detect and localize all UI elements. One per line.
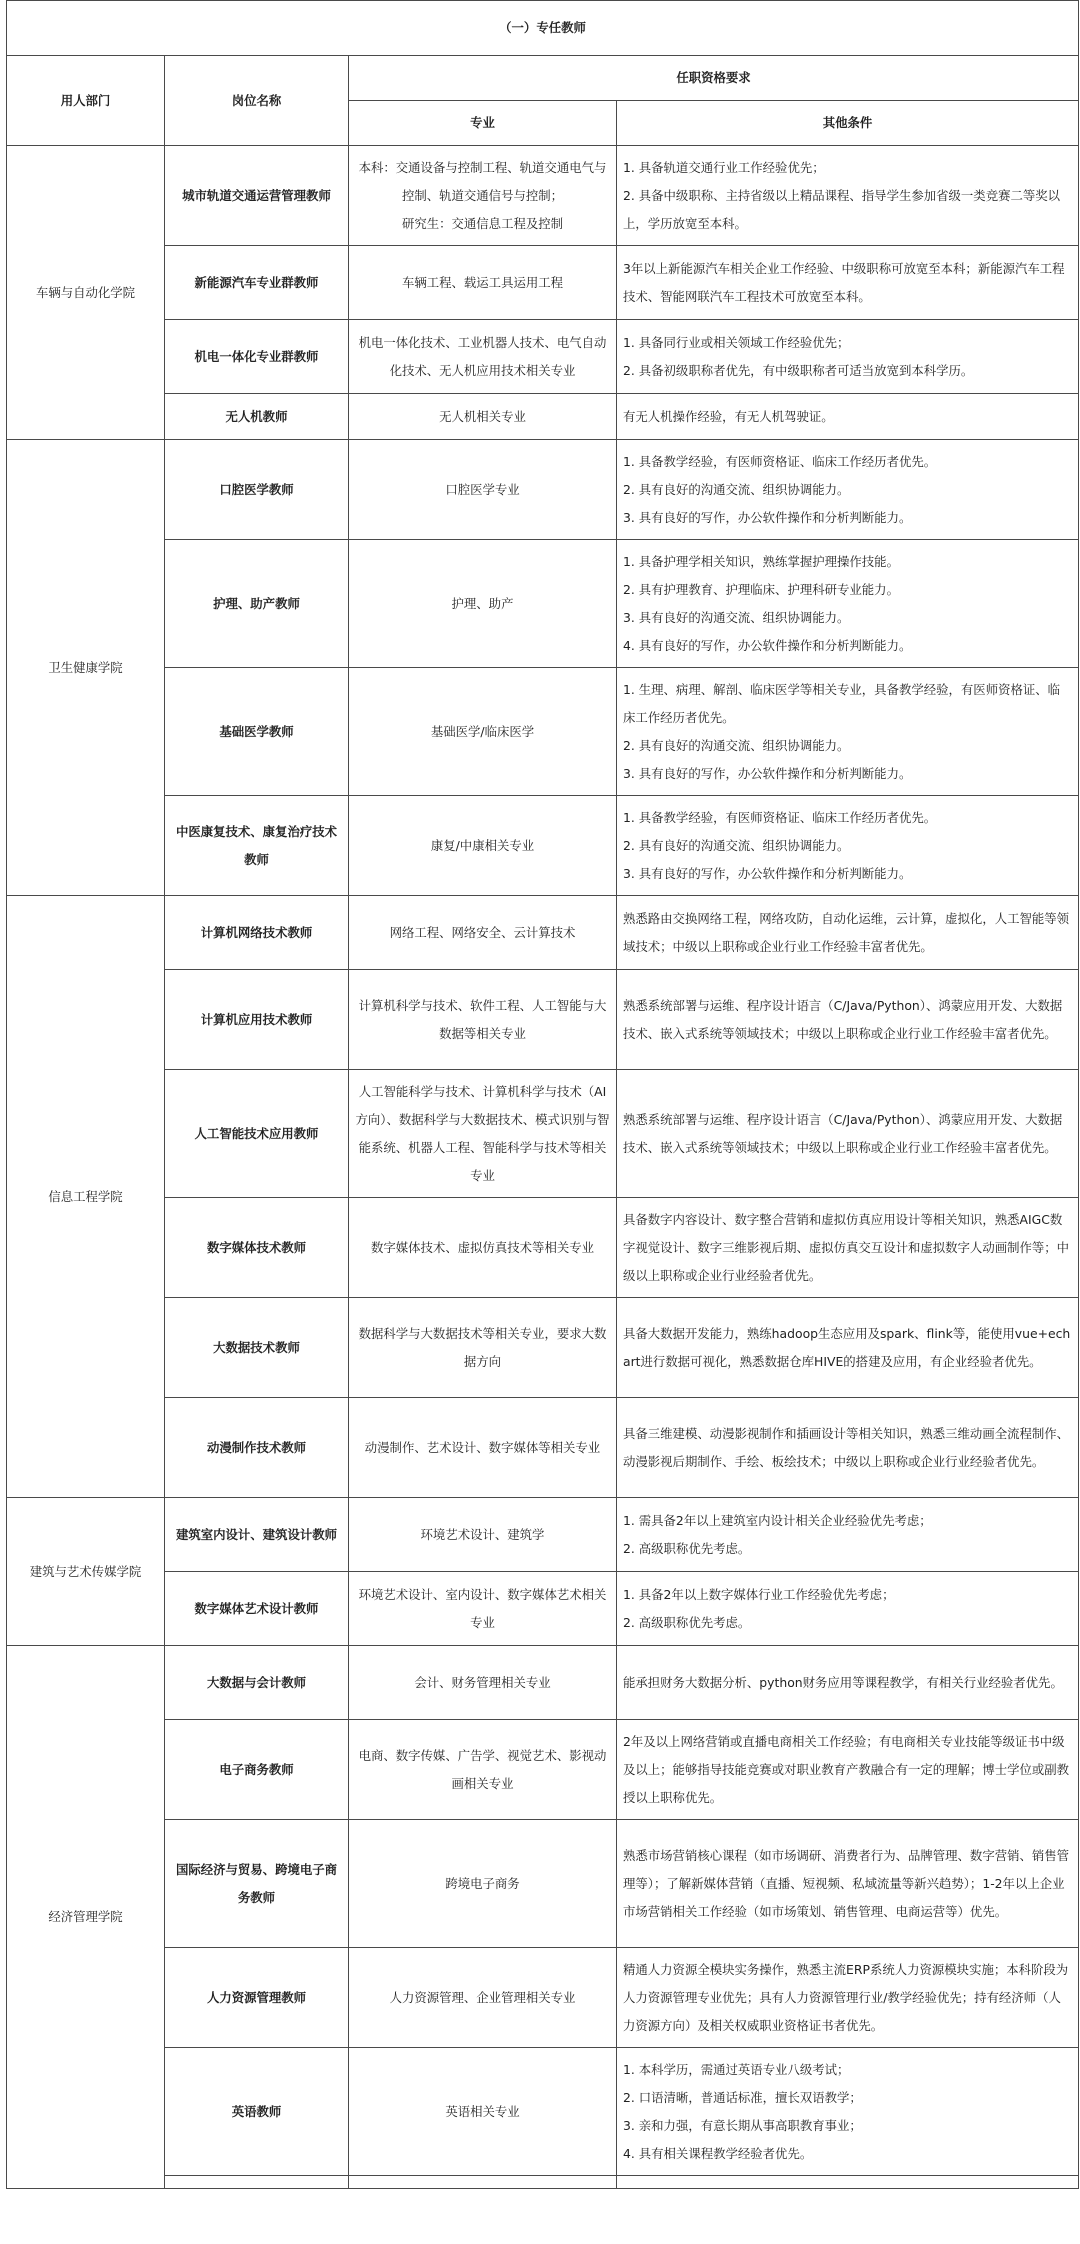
- major-line: 基础医学/临床医学: [430, 723, 535, 739]
- table-row-continuation: [7, 2176, 1079, 2189]
- condition-line: 2. 高级职称优先考虑。: [623, 1540, 751, 1556]
- position-cell: 中医康复技术、康复治疗技术教师: [165, 796, 349, 896]
- position-cell: 数字媒体技术教师: [165, 1198, 349, 1298]
- major-line: 本科：交通设备与控制工程、轨道交通电气与控制、轨道交通信号与控制；: [358, 159, 607, 203]
- table-row: [7, 1572, 1079, 1646]
- major-line: 机电一体化技术、工业机器人技术、电气自动化技术、无人机应用技术相关专业: [358, 334, 607, 378]
- position-cell: 新能源汽车专业群教师: [165, 246, 349, 320]
- condition-line: 1. 需具备2年以上建筑室内设计相关企业经验优先考虑；: [623, 1512, 932, 1528]
- position-cell: 国际经济与贸易、跨境电子商务教师: [165, 1820, 349, 1948]
- position-cell: 英语教师: [165, 2048, 349, 2176]
- table-row: [7, 394, 1079, 440]
- condition-line: 1. 具备教学经验，有医师资格证、临床工作经历者优先。: [623, 809, 937, 825]
- position-cell: 无人机教师: [165, 394, 349, 440]
- major-line: 电商、数字传媒、广告学、视觉艺术、影视动画相关专业: [358, 1747, 607, 1791]
- conditions-cell: [617, 394, 1079, 440]
- condition-line: 1. 生理、病理、解剖、临床医学等相关专业，具备教学经验，有医师资格证、临床工作经历者优先。: [623, 681, 1061, 725]
- major-cell: [349, 1070, 617, 1198]
- major-line: 跨境电子商务: [445, 1875, 520, 1891]
- table-row: [7, 440, 1079, 540]
- condition-line: 具备三维建模、动漫影视制作和插画设计等相关知识，熟悉三维动画全流程制作、动漫影视后期制作、手绘、板绘技术；中级以上职称或企业行业经验者优先。: [623, 1425, 1070, 1469]
- major-cell: [349, 1646, 617, 1720]
- table-row: [7, 970, 1079, 1070]
- header-dept: 用人部门: [7, 56, 165, 146]
- position-cell: 护理、助产教师: [165, 540, 349, 668]
- table-row: [7, 2048, 1079, 2176]
- table-row: [7, 896, 1079, 970]
- condition-line: 能承担财务大数据分析、python财务应用等课程教学，有相关行业经验者优先。: [623, 1674, 1063, 1690]
- major-cell: [349, 394, 617, 440]
- conditions-cell: [617, 540, 1079, 668]
- condition-line: 2. 具有良好的沟通交流、组织协调能力。: [623, 481, 850, 497]
- position-cell: 人工智能技术应用教师: [165, 1070, 349, 1198]
- condition-line: 3. 具有良好的沟通交流、组织协调能力。: [623, 609, 850, 625]
- condition-line: 1. 具备轨道交通行业工作经验优先；: [623, 159, 825, 175]
- major-line: 环境艺术设计、室内设计、数字媒体艺术相关专业: [358, 1586, 607, 1630]
- position-cell: 计算机应用技术教师: [165, 970, 349, 1070]
- conditions-cell: [617, 1948, 1079, 2048]
- major-line: 计算机科学与技术、软件工程、人工智能与大数据等相关专业: [358, 997, 607, 1041]
- position-cell: 基础医学教师: [165, 668, 349, 796]
- major-cell: [349, 540, 617, 668]
- condition-line: 2. 具备初级职称者优先，有中级职称者可适当放宽到本科学历。: [623, 362, 974, 378]
- major-cell: [349, 1948, 617, 2048]
- major-line: 英语相关专业: [445, 2103, 520, 2119]
- major-cell: [349, 1298, 617, 1398]
- conditions-cell: [617, 1070, 1079, 1198]
- table-row: [7, 1498, 1079, 1572]
- major-cell: [349, 668, 617, 796]
- table-row: [7, 540, 1079, 668]
- major-cell: [349, 796, 617, 896]
- condition-line: 3. 亲和力强，有意长期从事高职教育事业；: [623, 2117, 862, 2133]
- condition-line: 3. 具有良好的写作，办公软件操作和分析判断能力。: [623, 765, 912, 781]
- empty-cell: [165, 2176, 349, 2189]
- condition-line: 3. 具有良好的写作，办公软件操作和分析判断能力。: [623, 509, 912, 525]
- major-line: 康复/中康相关专业: [430, 837, 535, 853]
- major-cell: [349, 146, 617, 246]
- major-line: 车辆工程、载运工具运用工程: [401, 274, 564, 290]
- conditions-cell: [617, 440, 1079, 540]
- conditions-cell: [617, 896, 1079, 970]
- position-cell: 计算机网络技术教师: [165, 896, 349, 970]
- condition-line: 1. 具备护理学相关知识，熟练掌握护理操作技能。: [623, 553, 899, 569]
- condition-line: 2. 具有良好的沟通交流、组织协调能力。: [623, 837, 850, 853]
- conditions-cell: [617, 320, 1079, 394]
- table-row: [7, 1646, 1079, 1720]
- major-line: 研究生：交通信息工程及控制: [401, 215, 564, 231]
- conditions-cell: [617, 1820, 1079, 1948]
- conditions-cell: [617, 246, 1079, 320]
- table-row: [7, 1398, 1079, 1498]
- major-cell: [349, 1398, 617, 1498]
- conditions-cell: [617, 970, 1079, 1070]
- major-line: 护理、助产: [451, 595, 514, 611]
- conditions-cell: [617, 668, 1079, 796]
- major-cell: [349, 970, 617, 1070]
- dept-cell: 经济管理学院: [7, 1646, 165, 2189]
- major-line: 动漫制作、艺术设计、数字媒体等相关专业: [364, 1439, 601, 1455]
- dept-cell: 信息工程学院: [7, 896, 165, 1498]
- table-row: [7, 668, 1079, 796]
- major-cell: [349, 1720, 617, 1820]
- major-line: 会计、财务管理相关专业: [414, 1674, 551, 1690]
- table-row: [7, 1720, 1079, 1820]
- header-major: 专业: [349, 101, 617, 146]
- conditions-cell: [617, 1198, 1079, 1298]
- header-other: 其他条件: [617, 101, 1079, 146]
- dept-cell: 建筑与艺术传媒学院: [7, 1498, 165, 1646]
- major-cell: [349, 1198, 617, 1298]
- condition-line: 1. 具备同行业或相关领域工作经验优先；: [623, 334, 850, 350]
- table-row: [7, 1948, 1079, 2048]
- condition-line: 具备数字内容设计、数字整合营销和虚拟仿真应用设计等相关知识，熟悉AIGC数字视觉设计、数字三维影视后期、虚拟仿真交互设计和虚拟数字人动画制作等；中级以上职称或企业行业经验者优先。: [623, 1211, 1070, 1283]
- empty-cell: [349, 2176, 617, 2189]
- header-requirements: 任职资格要求: [349, 56, 1079, 101]
- major-cell: [349, 2048, 617, 2176]
- major-cell: [349, 246, 617, 320]
- table-row: [7, 1198, 1079, 1298]
- condition-line: 3. 具有良好的写作，办公软件操作和分析判断能力。: [623, 865, 912, 881]
- conditions-cell: [617, 1646, 1079, 1720]
- empty-cell: [617, 2176, 1079, 2189]
- position-cell: 动漫制作技术教师: [165, 1398, 349, 1498]
- table-row: [7, 1070, 1079, 1198]
- dept-cell: 车辆与自动化学院: [7, 146, 165, 440]
- major-line: 口腔医学专业: [445, 481, 520, 497]
- major-line: 网络工程、网络安全、云计算技术: [389, 924, 576, 940]
- table-row: [7, 796, 1079, 896]
- condition-line: 1. 具备2年以上数字媒体行业工作经验优先考虑；: [623, 1586, 895, 1602]
- position-cell: 电子商务教师: [165, 1720, 349, 1820]
- condition-line: 2. 高级职称优先考虑。: [623, 1614, 751, 1630]
- condition-line: 2. 具有护理教育、护理临床、护理科研专业能力。: [623, 581, 899, 597]
- condition-line: 3年以上新能源汽车相关企业工作经验、中级职称可放宽至本科；新能源汽车工程技术、智能网联汽车工程技术可放宽至本科。: [623, 260, 1065, 304]
- conditions-cell: [617, 1572, 1079, 1646]
- position-cell: 数字媒体艺术设计教师: [165, 1572, 349, 1646]
- condition-line: 熟悉市场营销核心课程（如市场调研、消费者行为、品牌管理、数字营销、销售管理等）；了解新媒体营销（直播、短视频、私域流量等新兴趋势）；1-2年以上企业市场营销相关工作经验（如市场策划、销售管理、电商运营等）优先。: [623, 1847, 1070, 1919]
- major-cell: [349, 440, 617, 540]
- conditions-cell: [617, 1720, 1079, 1820]
- condition-line: 熟悉路由交换网络工程，网络攻防，自动化运维，云计算，虚拟化，人工智能等领域技术；中级以上职称或企业行业工作经验丰富者优先。: [623, 910, 1070, 954]
- major-line: 无人机相关专业: [439, 408, 526, 424]
- position-cell: 机电一体化专业群教师: [165, 320, 349, 394]
- position-cell: 口腔医学教师: [165, 440, 349, 540]
- position-cell: 大数据与会计教师: [165, 1646, 349, 1720]
- condition-line: 2. 具备中级职称、主持省级以上精品课程、指导学生参加省级一类竞赛二等奖以上，学历放宽至本科。: [623, 187, 1061, 231]
- condition-line: 1. 本科学历，需通过英语专业八级考试；: [623, 2061, 850, 2077]
- condition-line: 2. 口语清晰，普通话标准，擅长双语教学；: [623, 2089, 862, 2105]
- recruitment-table: [6, 0, 1079, 2189]
- condition-line: 熟悉系统部署与运维、程序设计语言（C/Java/Python）、鸿蒙应用开发、大数据技术、嵌入式系统等领域技术；中级以上职称或企业行业工作经验丰富者优先。: [623, 997, 1063, 1041]
- condition-line: 1. 具备教学经验，有医师资格证、临床工作经历者优先。: [623, 453, 937, 469]
- conditions-cell: [617, 2048, 1079, 2176]
- table-row: [7, 1298, 1079, 1398]
- header-position: 岗位名称: [165, 56, 349, 146]
- condition-line: 精通人力资源全模块实务操作，熟悉主流ERP系统人力资源模块实施；本科阶段为人力资源管理专业优先；具有人力资源管理行业/教学经验优先；持有经济师（人力资源方向）及相关权威职业资格证书者优先。: [623, 1961, 1069, 2033]
- conditions-cell: [617, 1398, 1079, 1498]
- major-cell: [349, 320, 617, 394]
- major-line: 人力资源管理、企业管理相关专业: [389, 1989, 576, 2005]
- position-cell: 建筑室内设计、建筑设计教师: [165, 1498, 349, 1572]
- major-line: 人工智能科学与技术、计算机科学与技术（AI方向）、数据科学与大数据技术、模式识别与智能系统、机器人工程、智能科学与技术等相关专业: [355, 1083, 610, 1183]
- major-cell: [349, 1498, 617, 1572]
- position-cell: 大数据技术教师: [165, 1298, 349, 1398]
- condition-line: 熟悉系统部署与运维、程序设计语言（C/Java/Python）、鸿蒙应用开发、大数据技术、嵌入式系统等领域技术；中级以上职称或企业行业工作经验丰富者优先。: [623, 1111, 1063, 1155]
- major-line: 数字媒体技术、虚拟仿真技术等相关专业: [370, 1239, 595, 1255]
- table-row: [7, 246, 1079, 320]
- condition-line: 有无人机操作经验，有无人机驾驶证。: [623, 408, 834, 424]
- conditions-cell: [617, 796, 1079, 896]
- table-title: （一）专任教师: [7, 1, 1079, 56]
- major-line: 环境艺术设计、建筑学: [420, 1526, 545, 1542]
- condition-line: 4. 具有相关课程教学经验者优先。: [623, 2145, 813, 2161]
- conditions-cell: [617, 1498, 1079, 1572]
- table-row: [7, 1820, 1079, 1948]
- table-row: [7, 320, 1079, 394]
- major-cell: [349, 1820, 617, 1948]
- position-cell: 人力资源管理教师: [165, 1948, 349, 2048]
- dept-cell: 卫生健康学院: [7, 440, 165, 896]
- conditions-cell: [617, 146, 1079, 246]
- condition-line: 2年及以上网络营销或直播电商相关工作经验；有电商相关专业技能等级证书中级及以上；能够指导技能竞赛或对职业教育产教融合有一定的理解；博士学位或副教授以上职称优先。: [623, 1733, 1070, 1805]
- conditions-cell: [617, 1298, 1079, 1398]
- major-cell: [349, 896, 617, 970]
- major-line: 数据科学与大数据技术等相关专业，要求大数据方向: [358, 1325, 607, 1369]
- condition-line: 具备大数据开发能力，熟练hadoop生态应用及spark、flink等，能使用vue+echart进行数据可视化，熟悉数据仓库HIVE的搭建及应用，有企业经验者优先。: [623, 1325, 1071, 1369]
- major-cell: [349, 1572, 617, 1646]
- condition-line: 2. 具有良好的沟通交流、组织协调能力。: [623, 737, 850, 753]
- condition-line: 4. 具有良好的写作，办公软件操作和分析判断能力。: [623, 637, 912, 653]
- position-cell: 城市轨道交通运营管理教师: [165, 146, 349, 246]
- table-row: [7, 146, 1079, 246]
